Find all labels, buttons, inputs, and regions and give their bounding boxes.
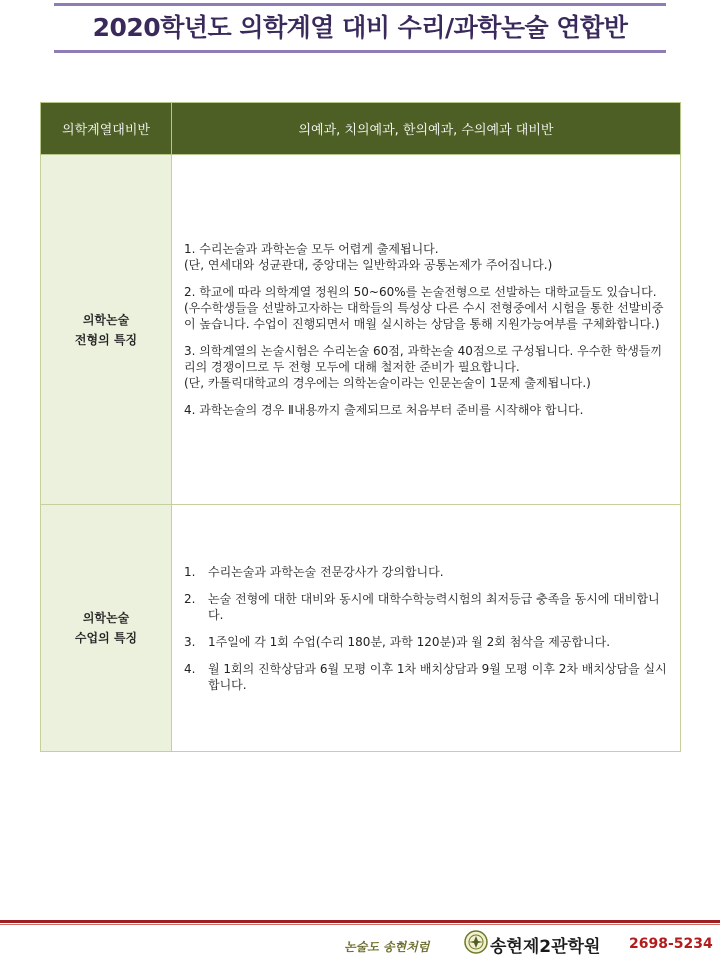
list-number: 3. xyxy=(184,634,196,649)
footer-phone: 2698-5234 xyxy=(629,936,713,952)
paragraph-text: 2. 학교에 따라 의학계열 정원의 50~60%를 논술전형으로 선발하는 대학교들도 있습니다. xyxy=(184,285,657,299)
paragraph xyxy=(184,343,670,391)
academy-emblem-icon xyxy=(464,930,488,954)
row-content xyxy=(172,155,681,505)
feature-list xyxy=(184,564,670,693)
list-item xyxy=(184,634,670,650)
footer-brand: 송현제2관학원 xyxy=(490,937,601,957)
list-text: 논술 전형에 대한 대비와 동시에 대학수학능력시험의 최저등급 충족을 동시에 대비합니다. xyxy=(208,591,660,622)
program-table xyxy=(40,102,681,752)
list-number: 1. xyxy=(184,564,196,579)
table-row xyxy=(41,155,681,505)
paragraph-note: (우수학생들을 선발하고자하는 대학들의 특성상 다른 수시 전형중에서 시험을 통한 선발비중이 높습니다. 수업이 진행되면서 매월 실시하는 상담을 통해 지원가능여부를 구체화합니다.) xyxy=(184,301,664,331)
title-bottom-rule xyxy=(54,50,666,53)
paragraph-note: (단, 카톨릭대학교의 경우에는 의학논술이라는 인문논술이 1문제 출제됩니다.) xyxy=(184,376,591,390)
list-text: 월 1회의 진학상담과 6월 모평 이후 1차 배치상담과 9월 모평 이후 2차 배치상담을 실시합니다. xyxy=(208,661,667,692)
row-label-line1: 의학논술 xyxy=(82,312,130,327)
page-title: 2020학년도 의학계열 대비 수리/과학논술 연합반 xyxy=(92,13,628,42)
table-header-row xyxy=(41,103,681,155)
table-row xyxy=(41,505,681,752)
list-item xyxy=(184,564,670,580)
header-right: 의예과, 치의예과, 한의예과, 수의예과 대비반 xyxy=(172,103,681,155)
list-item xyxy=(184,661,670,693)
footer-rule-thin xyxy=(0,924,720,925)
paragraph-text: 3. 의학계열의 논술시험은 수리논술 60점, 과학논술 40점으로 구성됩니다. 우수한 학생들끼리의 경쟁이므로 두 전형 모두에 대해 철저한 준비가 필요합니다. xyxy=(184,344,663,374)
row-content xyxy=(172,505,681,752)
row-label-line2: 전형의 특징 xyxy=(74,332,138,347)
list-text: 수리논술과 과학논술 전문강사가 강의합니다. xyxy=(208,564,444,579)
header-left: 의학계열대비반 xyxy=(41,103,172,155)
footer-slogan: 논술도 송현처럼 xyxy=(344,940,430,954)
footer-rule xyxy=(0,920,720,923)
paragraph xyxy=(184,402,670,418)
list-number: 2. xyxy=(184,591,196,606)
list-number: 4. xyxy=(184,661,196,676)
paragraph-text: 4. 과학논술의 경우 Ⅱ내용까지 출제되므로 처음부터 준비를 시작해야 합니다. xyxy=(184,403,584,417)
paragraph xyxy=(184,241,670,273)
paragraph-note: (단, 연세대와 성균관대, 중앙대는 일반학과와 공통논제가 주어집니다.) xyxy=(184,258,553,272)
row-label xyxy=(41,505,172,752)
title-top-rule xyxy=(54,3,666,6)
row-label xyxy=(41,155,172,505)
list-item xyxy=(184,591,670,623)
paragraph xyxy=(184,284,670,332)
list-text: 1주일에 각 1회 수업(수리 180분, 과학 120분)과 월 2회 첨삭을 제공합니다. xyxy=(208,634,611,649)
paragraph-text: 1. 수리논술과 과학논술 모두 어렵게 출제됩니다. xyxy=(184,242,439,256)
row-label-line2: 수업의 특징 xyxy=(74,631,138,645)
row-label-line1: 의학논술 xyxy=(82,611,130,625)
